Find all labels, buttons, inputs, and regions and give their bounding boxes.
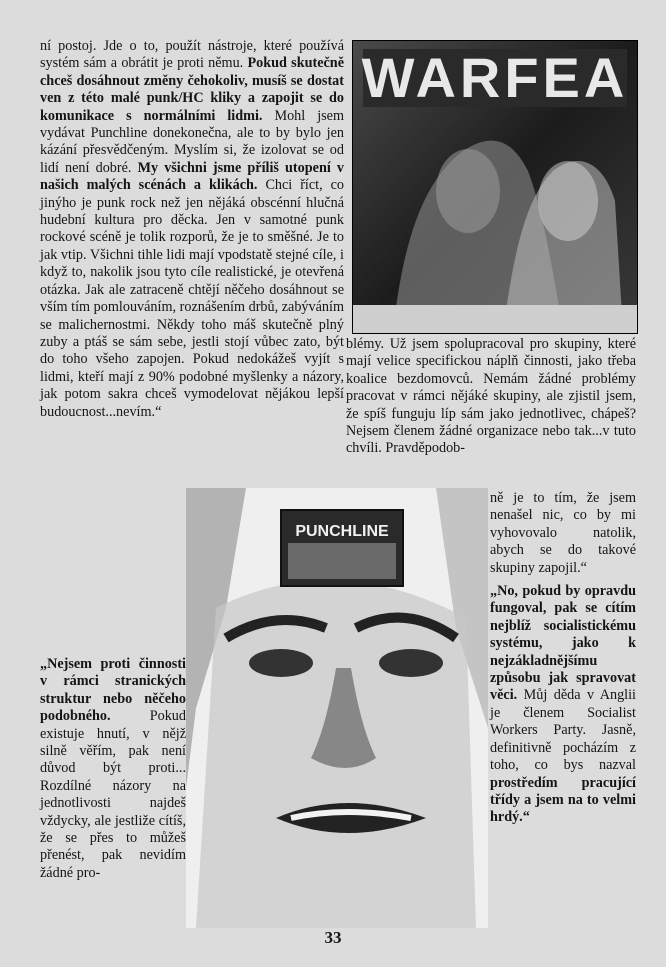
bold-text-run: „Nejsem proti činnosti v rámci stranických struktur nebo něčeho podobného.: [40, 656, 186, 725]
text-run: ně je to tím, že jsem nenašel nic, co by mi vyhovovalo natolik, abych se do takové skupiny zapojil.“: [490, 490, 636, 576]
text-column-right-bottom: [490, 490, 636, 827]
paragraph: [346, 336, 636, 458]
bold-text-run: Pokud skutečně chceš dosáhnout změny čehokoliv, musíš se dostat ven z této malé punk/HC kliky a zapojit se do komunikace s normálními lidmi.: [40, 55, 344, 124]
text-column-left-top: [40, 38, 344, 421]
text-column-right-top: [346, 336, 636, 458]
poster-photo: [352, 40, 638, 334]
text-run: ní postoj. Jde o to, použít nástroje, které používá systém sám a obrátit je proti němu.: [40, 38, 344, 72]
poster-illustration: [353, 41, 637, 333]
bold-text-run: prostředím pracující třídy a jsem na to velmi hrdý.“: [490, 774, 636, 826]
paragraph: [490, 583, 636, 827]
magazine-logo-text: PUNCHLINE: [295, 523, 389, 540]
paragraph: [40, 656, 186, 882]
poster-title-text: WARFEA: [361, 46, 629, 109]
bold-text-run: „No, pokud by opravdu fungoval, pak se cítím nejblíž socialistickému systému, jako k nejzákladnějšímu způsobu jak spravovat věci.: [490, 583, 636, 704]
paragraph: [40, 38, 344, 421]
page-number: 33: [324, 928, 342, 947]
text-run: Mohl jsem vydávat Punchline donekonečna, ale to by bylo jen kázání přesvědčeným. Myslím si, že izolovat se od lidí není dobré.: [40, 107, 344, 176]
text-run: Můj děda v Anglii je členem Socialist Workers Party. Jasně, definitivně pocházím z toho, co bys nazval: [490, 687, 636, 774]
text-run: Pokud existuje hnutí, v nějž silně věřím, pak není důvod být proti... Rozdílné názory na jednotlivosti najdeš vždycky, ale jestliže cítíš, že se přes to můžeš přenést, pak nevidím žádné pro-: [40, 708, 186, 881]
face-illustration: [186, 488, 488, 928]
text-run: blémy. Už jsem spolupracoval pro skupiny, které mají velice specifickou náplň činnosti, jako třeba koalice bezdomovců. Nemám žádné problémy pracovat v rámci nějáké skupiny, ale zjistil jsem, že spíš funguju líp sám jako jednotlivec, chápeš? Nejsem členem žádné organizace nebo tak...v tuto chvíli. Pravděpodob-: [346, 336, 636, 457]
text-run: Chci říct, co jinýho je punk rock než jen nějáká obscénní hlučná hudební kultura pro děcka. Jen v samotné punk rockové scéně je tolik rozporů, že je to směšné. Je to jak vtip. Všichni tihle lidi mají vpodstatě stejné cíle, i když to, nakolik jsou tyto cíle realistické, je otevřená otázka. Jak ale zatraceně chtějí něčeho dosáhnout se vším tím pomlouváním, roznášením drbů, zabýváním se malichernostmi. Někdy toho máš skutečně plný zuby a ptáš se sám sebe, jestli stojí vůbec zato, být do toho všeho zapojen. Pokud nedokážeš vyjít s lidmi, kteří mají z 90% podobné myšlenky a názory, jak potom sakra chceš vymodelovat nějákou lepší budoucnost...nevím.“: [40, 177, 344, 420]
bold-text-run: My všichni jsme příliš utopení v našich malých scénách a klikách.: [40, 159, 344, 194]
paragraph: [490, 490, 636, 577]
face-photo: [186, 488, 488, 928]
text-column-left-bottom: [40, 656, 186, 882]
